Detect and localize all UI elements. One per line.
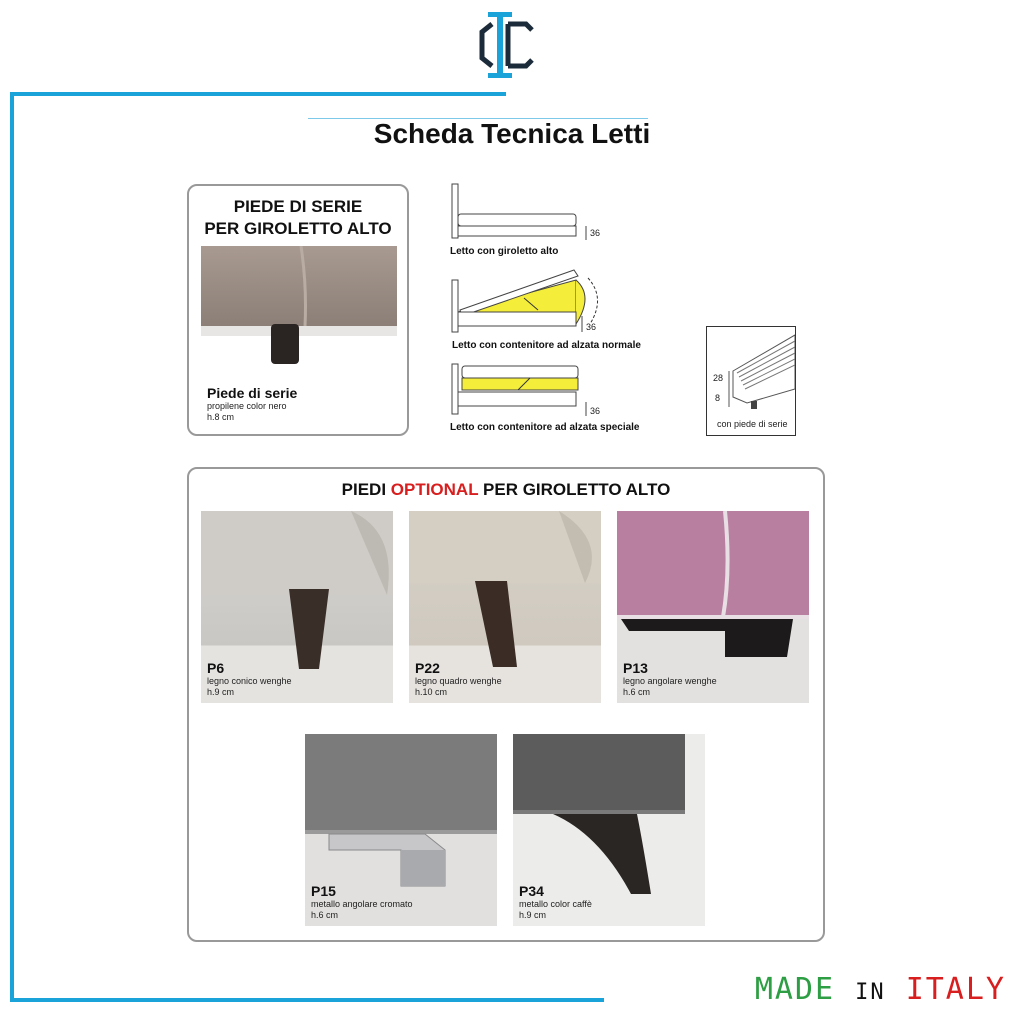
optional-heading-highlight: OPTIONAL	[390, 480, 479, 499]
foot-card-p15	[305, 734, 497, 926]
foot-p6-material: legno conico wenghe	[207, 676, 292, 687]
diagram-alzata-speciale	[448, 362, 654, 438]
frame-line-left	[10, 92, 14, 1000]
standard-foot-panel	[187, 184, 409, 436]
standard-foot-material: propilene color nero	[207, 401, 287, 412]
optional-feet-heading	[189, 480, 823, 500]
section-dim-upper: 28	[713, 373, 724, 383]
diagram-2-dimension: 36	[586, 322, 597, 332]
brand-logo	[474, 10, 536, 82]
foot-card-p22	[409, 511, 601, 703]
foot-p22-material: legno quadro wenghe	[415, 676, 502, 687]
made-in-italy-badge	[755, 972, 1006, 1007]
frame-line-bottom	[10, 998, 604, 1002]
standard-foot-illustration	[201, 246, 397, 366]
page-title: Scheda Tecnica Letti	[373, 118, 651, 149]
diagram-3-dimension: 36	[590, 406, 601, 416]
made-word: MADE	[754, 972, 836, 1007]
foot-p34-code: P34	[519, 883, 544, 900]
foot-p6-code: P6	[207, 660, 225, 677]
diagram-giroletto-alto	[448, 182, 608, 260]
section-diagram	[706, 326, 796, 436]
foot-p13-height: h.6 cm	[623, 686, 651, 697]
optional-heading-suffix: PER GIROLETTO ALTO	[478, 480, 671, 499]
italy-word: ITALY	[905, 972, 1006, 1007]
diagram-alzata-normale	[448, 262, 654, 356]
standard-foot-title: Piede di serie	[207, 385, 298, 402]
foot-p34-material: metallo color caffè	[519, 899, 592, 910]
foot-p15-code: P15	[311, 883, 336, 900]
foot-p22-code: P22	[415, 660, 440, 677]
foot-p15-material: metallo angolare cromato	[311, 899, 413, 910]
section-dim-lower: 8	[715, 393, 721, 403]
foot-p6-height: h.9 cm	[207, 686, 235, 697]
standard-foot-height: h.8 cm	[207, 411, 235, 422]
in-word: IN	[855, 980, 886, 1005]
foot-p13-material: legno angolare wenghe	[623, 676, 717, 687]
foot-p22-height: h.10 cm	[415, 686, 448, 697]
foot-card-p6	[201, 511, 393, 703]
foot-p34-height: h.9 cm	[519, 909, 547, 920]
standard-heading-line2: PER GIROLETTO ALTO	[204, 219, 392, 238]
diagram-3-label: Letto con contenitore ad alzata speciale	[450, 422, 640, 433]
standard-foot-heading	[189, 196, 407, 240]
section-caption: con piede di serie	[717, 419, 788, 429]
optional-heading-prefix: PIEDI	[341, 480, 391, 499]
foot-p15-height: h.6 cm	[311, 909, 339, 920]
diagram-1-dimension: 36	[590, 228, 601, 238]
foot-card-p34	[513, 734, 705, 926]
foot-p13-code: P13	[623, 660, 648, 677]
frame-line-top	[10, 92, 506, 96]
diagram-2-label: Letto con contenitore ad alzata normale	[452, 340, 641, 351]
standard-foot-photo	[201, 246, 397, 430]
diagram-1-label: Letto con giroletto alto	[450, 246, 559, 257]
standard-heading-line1: PIEDE DI SERIE	[233, 197, 363, 216]
foot-card-p13	[617, 511, 809, 703]
